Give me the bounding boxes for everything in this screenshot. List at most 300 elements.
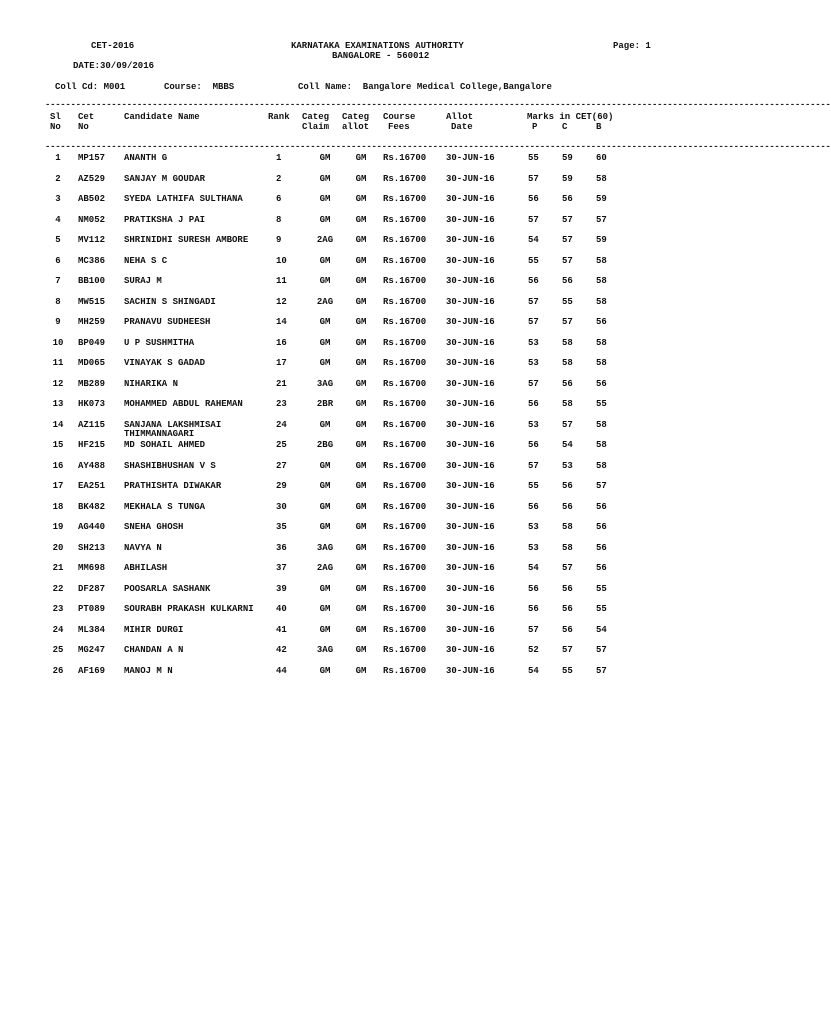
cell-sl: 7: [55, 276, 61, 286]
cell-candidate-name: SANJAY M GOUDAR: [124, 174, 206, 184]
cell-rank: 24: [276, 420, 287, 430]
cell-categ-allot: GM: [355, 399, 367, 409]
cell-cet-no: MH259: [78, 317, 106, 327]
cell-rank: 16: [276, 338, 287, 348]
cell-allot-date: 30-JUN-16: [446, 297, 495, 307]
col-course-fees-2: Fees: [388, 122, 410, 132]
cell-categ-allot: GM: [355, 563, 367, 573]
cell-sl: 21: [52, 563, 64, 573]
cell-allot-date: 30-JUN-16: [446, 543, 495, 553]
cell-categ-claim: GM: [319, 174, 331, 184]
cell-sl: 18: [52, 502, 64, 512]
cell-categ-allot: GM: [355, 297, 367, 307]
col-marks: Marks in CET(60): [527, 112, 614, 122]
col-sl: Sl: [50, 112, 61, 122]
table-row: [0, 666, 768, 680]
cell-sl: 10: [52, 338, 64, 348]
cell-categ-allot: GM: [355, 358, 367, 368]
cell-allot-date: 30-JUN-16: [446, 461, 495, 471]
cell-marks-c: 58: [562, 358, 573, 368]
cell-categ-allot: GM: [355, 338, 367, 348]
cell-categ-claim: 2AG: [316, 297, 334, 307]
cell-cet-no: DF287: [78, 584, 106, 594]
cell-cet-no: MG247: [78, 645, 106, 655]
cell-marks-c: 55: [562, 666, 573, 676]
cell-sl: 1: [55, 153, 61, 163]
cell-course-fees: Rs.16700: [383, 317, 427, 327]
cell-sl: 13: [52, 399, 64, 409]
table-row: [0, 625, 768, 639]
cell-allot-date: 30-JUN-16: [446, 215, 495, 225]
cell-marks-p: 52: [528, 645, 539, 655]
col-categ-allot: Categ: [342, 112, 370, 122]
cell-candidate-name: NEHA S C: [124, 256, 168, 266]
cell-cet-no: MM698: [78, 563, 106, 573]
table-row: [0, 358, 768, 372]
cell-candidate-name: VINAYAK S GADAD: [124, 358, 206, 368]
cell-candidate-name: SNEHA GHOSH: [124, 522, 184, 532]
cell-marks-c: 56: [562, 604, 573, 614]
cell-cet-no: HF215: [78, 440, 106, 450]
cell-cet-no: MV112: [78, 235, 106, 245]
cell-rank: 42: [276, 645, 287, 655]
cell-allot-date: 30-JUN-16: [446, 317, 495, 327]
table-row: [0, 461, 768, 475]
cell-categ-allot: GM: [355, 379, 367, 389]
cell-marks-p: 57: [528, 215, 539, 225]
cell-categ-claim: GM: [319, 215, 331, 225]
cell-rank: 17: [276, 358, 287, 368]
cell-marks-c: 57: [562, 215, 573, 225]
cell-categ-allot: GM: [355, 522, 367, 532]
col-sl-no: No: [50, 122, 61, 132]
cell-course-fees: Rs.16700: [383, 440, 427, 450]
cell-rank: 6: [276, 194, 282, 204]
col-marks-p: P: [532, 122, 538, 132]
cell-candidate-name: PRANAVU SUDHEESH: [124, 317, 211, 327]
cell-sl: 26: [52, 666, 64, 676]
col-rank: Rank: [268, 112, 290, 122]
cell-categ-claim: GM: [319, 461, 331, 471]
cell-cet-no: ML384: [78, 625, 106, 635]
cell-allot-date: 30-JUN-16: [446, 174, 495, 184]
cell-course-fees: Rs.16700: [383, 235, 427, 245]
cell-categ-allot: GM: [355, 317, 367, 327]
cell-allot-date: 30-JUN-16: [446, 563, 495, 573]
cell-marks-c: 55: [562, 297, 573, 307]
cell-marks-c: 59: [562, 153, 573, 163]
table-row: [0, 522, 768, 536]
cell-course-fees: Rs.16700: [383, 420, 427, 430]
cell-marks-b: 55: [596, 399, 607, 409]
cell-rank: 36: [276, 543, 287, 553]
cell-candidate-name: MEKHALA S TUNGA: [124, 502, 206, 512]
cell-allot-date: 30-JUN-16: [446, 235, 495, 245]
cell-marks-b: 58: [596, 338, 607, 348]
table-row: [0, 440, 768, 454]
cell-sl: 22: [52, 584, 64, 594]
cell-marks-p: 56: [528, 502, 539, 512]
cell-marks-b: 58: [596, 461, 607, 471]
cell-rank: 37: [276, 563, 287, 573]
cell-course-fees: Rs.16700: [383, 379, 427, 389]
cell-marks-c: 57: [562, 317, 573, 327]
cell-categ-allot: GM: [355, 481, 367, 491]
cell-candidate-name: SURAJ M: [124, 276, 162, 286]
cell-marks-c: 57: [562, 563, 573, 573]
cell-candidate-name: MOHAMMED ABDUL RAHEMAN: [124, 399, 243, 409]
table-row: [0, 481, 768, 495]
cell-marks-b: 57: [596, 215, 607, 225]
cell-course-fees: Rs.16700: [383, 625, 427, 635]
cell-categ-allot: GM: [355, 256, 367, 266]
cell-allot-date: 30-JUN-16: [446, 522, 495, 532]
cell-sl: 17: [52, 481, 64, 491]
table-row: [0, 256, 768, 270]
cell-cet-no: EA251: [78, 481, 106, 491]
cell-categ-claim: GM: [319, 194, 331, 204]
cell-categ-allot: GM: [355, 235, 367, 245]
cell-course-fees: Rs.16700: [383, 481, 427, 491]
cell-course-fees: Rs.16700: [383, 194, 427, 204]
cell-cet-no: MW515: [78, 297, 106, 307]
table-row: [0, 645, 768, 659]
cell-cet-no: AY488: [78, 461, 106, 471]
cell-rank: 11: [276, 276, 287, 286]
cell-rank: 8: [276, 215, 282, 225]
cell-marks-c: 58: [562, 543, 573, 553]
cell-course-fees: Rs.16700: [383, 584, 427, 594]
cell-categ-claim: 2BR: [316, 399, 334, 409]
cell-allot-date: 30-JUN-16: [446, 338, 495, 348]
table-row: [0, 543, 768, 557]
cell-categ-claim: GM: [319, 481, 331, 491]
cell-allot-date: 30-JUN-16: [446, 481, 495, 491]
cell-marks-b: 57: [596, 645, 607, 655]
cell-marks-b: 58: [596, 276, 607, 286]
cell-marks-b: 58: [596, 420, 607, 430]
cell-candidate-name: POOSARLA SASHANK: [124, 584, 211, 594]
cell-marks-p: 56: [528, 584, 539, 594]
cell-allot-date: 30-JUN-16: [446, 625, 495, 635]
cell-sl: 14: [52, 420, 64, 430]
separator-header: ----------------------------------------------------------------------------------------------------------------------------------------------------------: [45, 142, 831, 152]
cell-marks-b: 58: [596, 440, 607, 450]
cell-marks-c: 56: [562, 625, 573, 635]
cell-marks-b: 56: [596, 522, 607, 532]
cell-rank: 9: [276, 235, 282, 245]
col-allot-date: Allot: [446, 112, 474, 122]
cell-rank: 40: [276, 604, 287, 614]
cell-course-fees: Rs.16700: [383, 399, 427, 409]
cell-marks-c: 57: [562, 645, 573, 655]
cell-marks-c: 56: [562, 379, 573, 389]
cell-categ-allot: GM: [355, 645, 367, 655]
cell-rank: 10: [276, 256, 287, 266]
col-marks-c: C: [562, 122, 568, 132]
authority-name: KARNATAKA EXAMINATIONS AUTHORITY: [291, 41, 464, 51]
cell-marks-p: 57: [528, 379, 539, 389]
cell-rank: 2: [276, 174, 282, 184]
cell-sl: 2: [55, 174, 61, 184]
cell-sl: 9: [55, 317, 61, 327]
cell-allot-date: 30-JUN-16: [446, 153, 495, 163]
table-row: [0, 584, 768, 598]
cell-candidate-name: SYEDA LATHIFA SULTHANA: [124, 194, 243, 204]
cell-rank: 23: [276, 399, 287, 409]
table-row: [0, 297, 768, 311]
cell-categ-allot: GM: [355, 215, 367, 225]
college-code: Coll Cd: M001: [55, 82, 126, 92]
cell-candidate-name: CHANDAN A N: [124, 645, 184, 655]
cell-course-fees: Rs.16700: [383, 502, 427, 512]
cell-marks-c: 58: [562, 338, 573, 348]
cell-allot-date: 30-JUN-16: [446, 584, 495, 594]
cell-categ-claim: GM: [319, 358, 331, 368]
cell-candidate-name: SOURABH PRAKASH KULKARNI: [124, 604, 254, 614]
cell-course-fees: Rs.16700: [383, 563, 427, 573]
cell-rank: 44: [276, 666, 287, 676]
cell-categ-claim: 3AG: [316, 379, 334, 389]
cell-categ-claim: GM: [319, 584, 331, 594]
cell-marks-p: 56: [528, 276, 539, 286]
cell-categ-claim: GM: [319, 317, 331, 327]
cell-sl: 15: [52, 440, 64, 450]
cell-categ-allot: GM: [355, 420, 367, 430]
cell-marks-b: 60: [596, 153, 607, 163]
cell-categ-allot: GM: [355, 543, 367, 553]
page-number: Page: 1: [613, 41, 651, 51]
table-row: [0, 215, 768, 229]
table-row: [0, 194, 768, 208]
cell-marks-b: 58: [596, 358, 607, 368]
table-row: [0, 235, 768, 249]
cell-categ-claim: 2AG: [316, 563, 334, 573]
cell-marks-p: 57: [528, 174, 539, 184]
cell-marks-b: 58: [596, 174, 607, 184]
cell-marks-c: 58: [562, 399, 573, 409]
cell-marks-p: 54: [528, 235, 539, 245]
cell-marks-p: 56: [528, 440, 539, 450]
cell-marks-c: 57: [562, 235, 573, 245]
report-date: DATE:30/09/2016: [73, 61, 155, 71]
cell-categ-allot: GM: [355, 625, 367, 635]
cell-categ-claim: GM: [319, 276, 331, 286]
cell-sl: 23: [52, 604, 64, 614]
cell-cet-no: AG440: [78, 522, 106, 532]
table-row: [0, 379, 768, 393]
cell-categ-claim: GM: [319, 502, 331, 512]
cell-categ-claim: GM: [319, 256, 331, 266]
col-allot-date-2: Date: [451, 122, 473, 132]
cell-marks-c: 56: [562, 481, 573, 491]
cell-marks-b: 56: [596, 317, 607, 327]
cell-course-fees: Rs.16700: [383, 215, 427, 225]
cell-sl: 16: [52, 461, 64, 471]
cell-cet-no: MC386: [78, 256, 106, 266]
cell-course-fees: Rs.16700: [383, 297, 427, 307]
cell-categ-allot: GM: [355, 276, 367, 286]
cell-marks-p: 55: [528, 481, 539, 491]
cell-categ-allot: GM: [355, 461, 367, 471]
cell-marks-c: 54: [562, 440, 573, 450]
cell-course-fees: Rs.16700: [383, 358, 427, 368]
cell-cet-no: PT089: [78, 604, 106, 614]
cell-cet-no: BP049: [78, 338, 106, 348]
cell-rank: 25: [276, 440, 287, 450]
cell-course-fees: Rs.16700: [383, 666, 427, 676]
cell-sl: 20: [52, 543, 64, 553]
cell-categ-allot: GM: [355, 584, 367, 594]
cell-sl: 4: [55, 215, 61, 225]
cell-rank: 21: [276, 379, 287, 389]
cell-cet-no: MD065: [78, 358, 106, 368]
cell-rank: 27: [276, 461, 287, 471]
cell-marks-b: 59: [596, 194, 607, 204]
cell-allot-date: 30-JUN-16: [446, 420, 495, 430]
cell-cet-no: AF169: [78, 666, 106, 676]
table-row: [0, 338, 768, 352]
cell-allot-date: 30-JUN-16: [446, 276, 495, 286]
cell-categ-claim: GM: [319, 625, 331, 635]
cell-candidate-name: ANANTH G: [124, 153, 168, 163]
cell-sl: 8: [55, 297, 61, 307]
cell-candidate-name: MD SOHAIL AHMED: [124, 440, 206, 450]
cell-categ-claim: 3AG: [316, 645, 334, 655]
cell-course-fees: Rs.16700: [383, 522, 427, 532]
table-row: [0, 153, 768, 167]
cell-marks-p: 55: [528, 153, 539, 163]
cell-course-fees: Rs.16700: [383, 338, 427, 348]
cell-categ-allot: GM: [355, 153, 367, 163]
cell-sl: 11: [52, 358, 64, 368]
cell-allot-date: 30-JUN-16: [446, 399, 495, 409]
cell-marks-p: 53: [528, 420, 539, 430]
cell-categ-claim: GM: [319, 153, 331, 163]
cell-categ-claim: GM: [319, 420, 331, 430]
cell-marks-p: 54: [528, 666, 539, 676]
col-marks-b: B: [596, 122, 602, 132]
cell-marks-b: 56: [596, 502, 607, 512]
cell-candidate-name: SACHIN S SHINGADI: [124, 297, 216, 307]
col-course-fees: Course: [383, 112, 416, 122]
cell-marks-p: 54: [528, 563, 539, 573]
cell-course-fees: Rs.16700: [383, 153, 427, 163]
cell-sl: 24: [52, 625, 64, 635]
table-row: [0, 563, 768, 577]
cell-allot-date: 30-JUN-16: [446, 645, 495, 655]
cell-cet-no: MP157: [78, 153, 106, 163]
cell-candidate-name: NAVYA N: [124, 543, 162, 553]
cell-categ-claim: GM: [319, 666, 331, 676]
cell-marks-b: 57: [596, 481, 607, 491]
cell-candidate-name: PRATHISHTA DIWAKAR: [124, 481, 222, 491]
course-name: Course: MBBS: [164, 82, 235, 92]
cell-allot-date: 30-JUN-16: [446, 604, 495, 614]
cell-marks-p: 57: [528, 317, 539, 327]
cell-marks-p: 53: [528, 338, 539, 348]
cell-rank: 1: [276, 153, 282, 163]
cell-marks-b: 56: [596, 563, 607, 573]
cell-marks-p: 57: [528, 297, 539, 307]
cell-allot-date: 30-JUN-16: [446, 440, 495, 450]
cell-marks-c: 59: [562, 174, 573, 184]
cell-allot-date: 30-JUN-16: [446, 256, 495, 266]
table-row: [0, 420, 768, 439]
cell-rank: 29: [276, 481, 287, 491]
cell-allot-date: 30-JUN-16: [446, 379, 495, 389]
cell-rank: 30: [276, 502, 287, 512]
cell-marks-c: 57: [562, 256, 573, 266]
cell-course-fees: Rs.16700: [383, 645, 427, 655]
cell-marks-b: 56: [596, 543, 607, 553]
cell-categ-claim: 3AG: [316, 543, 334, 553]
cell-sl: 6: [55, 256, 61, 266]
cell-rank: 39: [276, 584, 287, 594]
cell-candidate-name: SHASHIBHUSHAN V S: [124, 461, 216, 471]
cell-categ-allot: GM: [355, 604, 367, 614]
col-cet-no: No: [78, 122, 89, 132]
cell-marks-c: 57: [562, 420, 573, 430]
cell-categ-claim: 2AG: [316, 235, 334, 245]
cell-candidate-name: MANOJ M N: [124, 666, 173, 676]
cell-candidate-name: NIHARIKA N: [124, 379, 179, 389]
cell-candidate-name-cont: THIMMANNAGARI: [124, 429, 195, 439]
cell-cet-no: SH213: [78, 543, 106, 553]
cell-marks-p: 56: [528, 604, 539, 614]
cell-sl: 5: [55, 235, 61, 245]
cell-course-fees: Rs.16700: [383, 256, 427, 266]
cell-candidate-name: SANJANA LAKSHMISAI: [124, 420, 222, 430]
cell-marks-b: 54: [596, 625, 607, 635]
cell-marks-b: 58: [596, 297, 607, 307]
cell-candidate-name: SHRINIDHI SURESH AMBORE: [124, 235, 249, 245]
authority-city: BANGALORE - 560012: [332, 51, 430, 61]
cell-marks-b: 55: [596, 604, 607, 614]
separator-top: ----------------------------------------------------------------------------------------------------------------------------------------------------------: [45, 100, 831, 110]
cell-marks-p: 57: [528, 625, 539, 635]
cell-marks-p: 53: [528, 543, 539, 553]
cell-allot-date: 30-JUN-16: [446, 194, 495, 204]
cell-marks-c: 56: [562, 502, 573, 512]
cell-marks-b: 57: [596, 666, 607, 676]
cell-categ-claim: GM: [319, 338, 331, 348]
cell-allot-date: 30-JUN-16: [446, 358, 495, 368]
cell-categ-claim: GM: [319, 522, 331, 532]
cell-cet-no: HK073: [78, 399, 106, 409]
table-row: [0, 502, 768, 516]
cell-cet-no: MB289: [78, 379, 106, 389]
cell-course-fees: Rs.16700: [383, 276, 427, 286]
cell-marks-p: 56: [528, 399, 539, 409]
cell-marks-c: 56: [562, 584, 573, 594]
cell-marks-p: 53: [528, 522, 539, 532]
cell-marks-p: 55: [528, 256, 539, 266]
cell-marks-b: 56: [596, 379, 607, 389]
cell-categ-allot: GM: [355, 666, 367, 676]
cell-rank: 12: [276, 297, 287, 307]
col-categ-claim-2: Claim: [302, 122, 330, 132]
table-row: [0, 276, 768, 290]
cell-categ-claim: GM: [319, 604, 331, 614]
cell-sl: 3: [55, 194, 61, 204]
college-name: Coll Name: Bangalore Medical College,Bangalore: [298, 82, 552, 92]
cell-marks-p: 53: [528, 358, 539, 368]
cell-cet-no: AZ115: [78, 420, 106, 430]
cell-cet-no: NM052: [78, 215, 106, 225]
cell-marks-p: 57: [528, 461, 539, 471]
cell-marks-c: 56: [562, 276, 573, 286]
